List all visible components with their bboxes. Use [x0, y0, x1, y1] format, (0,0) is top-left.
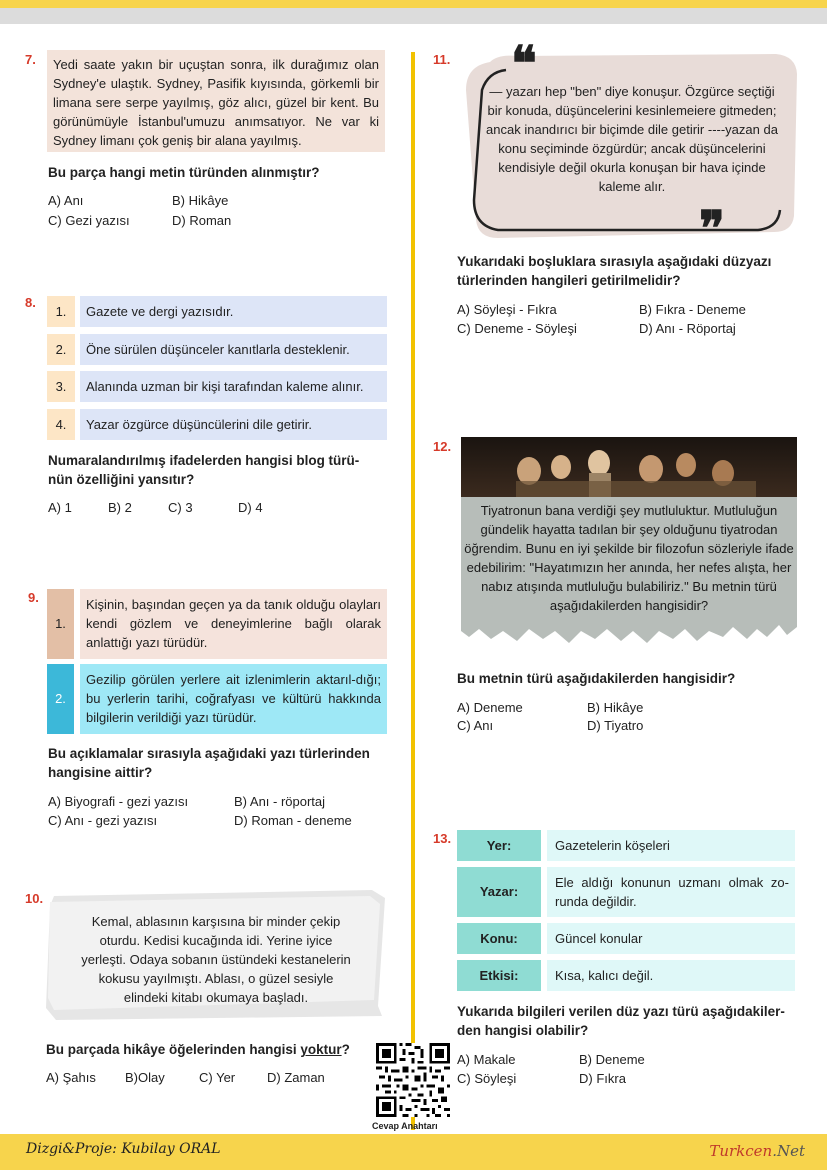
statement-number: 2. — [47, 334, 75, 365]
option-d[interactable]: D) Zaman — [267, 1070, 325, 1085]
question-number: 11. — [433, 52, 451, 67]
question-text: Bu parça hangi metin türünden alınmıştır? — [48, 165, 320, 180]
question-text: hangisine aittir? — [48, 765, 153, 780]
column-divider — [411, 52, 415, 1130]
option-c[interactable]: C) 3 — [168, 500, 193, 515]
theater-photo — [461, 437, 797, 497]
question-number: 9. — [28, 590, 39, 605]
info-value: Gazetelerin köşeleri — [547, 830, 795, 861]
question-text: nün özelliğini yansıtır? — [48, 472, 195, 487]
question-number: 10. — [25, 891, 44, 906]
description-number: 1. — [47, 589, 74, 659]
option-b[interactable]: B) Hikâye — [587, 700, 644, 715]
statement-number: 3. — [47, 371, 75, 402]
statement-text: Alanında uzman bir kişi tarafından kaleme alınır. — [80, 371, 387, 402]
passage-text: — yazarı hep "ben" diye konuşur. Özgürce seçtiği bir konuda, düşüncelerini kesinlemeiere gitmeden; ancak inandırıcı bir biçimde dile getirir ----yazan da konu seçiminde özgürdür; ancak düşüncelerini kendisiyle değil okurla konuşan bir hava içinde kaleme alır. — [486, 84, 778, 194]
option-a[interactable]: A) Anı — [48, 193, 84, 208]
statement-row — [47, 334, 387, 365]
question-text: Yukarıdaki boşluklara sırasıyla aşağıdaki düzyazı — [457, 254, 772, 269]
statement-row — [47, 296, 387, 327]
option-d[interactable]: D) Tiyatro — [587, 718, 644, 733]
option-c[interactable]: C) Söyleşi — [457, 1071, 517, 1086]
passage-text: Yedi saate yakın bir uçuştan sonra, ilk durağımız olan Sydney'e ulaştık. Sydney, Pasifik kıyısında, görkemli bir limana sere serpe yayılmış, göz alıcı, güzel bir kent. Bu görünümüyle İstanbul'umuzu anımsatıyor. Ne var ki Sydney limanı çok geniş bir alana yayılmış. — [53, 57, 379, 148]
open-quote-icon: ❝ — [511, 36, 537, 92]
statement-text: Gazete ve dergi yazısıdır. — [80, 296, 387, 327]
option-b[interactable]: B) 2 — [108, 500, 132, 515]
logo-main: Turkcen — [709, 1142, 773, 1160]
option-b[interactable]: B) Deneme — [579, 1052, 645, 1067]
option-c[interactable]: C) Anı — [457, 718, 494, 733]
info-value: Güncel konular — [547, 923, 795, 954]
close-quote-icon: ❞ — [699, 201, 725, 257]
option-b[interactable]: B)Olay — [125, 1070, 165, 1085]
top-accent-bar — [0, 0, 827, 8]
option-a[interactable]: A) Deneme — [457, 700, 523, 715]
question-text: Bu metnin türü aşağıdakilerden hangisidir? — [457, 671, 736, 686]
option-a[interactable]: A) Makale — [457, 1052, 516, 1067]
question-text: Bu açıklamalar sırasıyla aşağıdaki yazı türlerinden — [48, 746, 370, 761]
info-label: Yazar: — [457, 867, 541, 917]
option-d[interactable]: D) Fıkra — [579, 1071, 626, 1086]
qr-label: Cevap Anahtarı — [372, 1121, 438, 1131]
question-text: türlerinden hangileri getirilmelidir? — [457, 273, 681, 288]
statement-number: 4. — [47, 409, 75, 440]
qr-code[interactable] — [376, 1043, 450, 1117]
question-number: 12. — [433, 439, 452, 454]
statement-text: Yazar özgürce düşüncülerini dile getirir. — [80, 409, 387, 440]
site-logo[interactable] — [709, 1142, 805, 1160]
option-a[interactable]: A) Biyografi - gezi yazısı — [48, 794, 189, 809]
top-gray-band — [0, 8, 827, 24]
option-c[interactable]: C) Anı - gezi yazısı — [48, 813, 158, 828]
info-label: Etkisi: — [457, 960, 541, 991]
passage-box — [47, 50, 385, 152]
question-text: Yukarıda bilgileri verilen düz yazı türü aşağıdakiler- — [457, 1004, 785, 1019]
question-mark: ? — [341, 1042, 350, 1057]
question-text — [46, 1040, 350, 1059]
question-number: 7. — [25, 52, 36, 67]
footer-credit: Dizgi&Proje: Kubilay ORAL — [26, 1141, 221, 1157]
passage-text: Kemal, ablasının karşısına bir minder çekip oturdu. Kedisi kucağında idi. Yerine iyice yerleşti. Odaya sobanın üstündeki kestanelerin kokusu yayılmıştı. Ablası, o güzel sesiyle elindeki kitabı okumaya başladı. — [81, 914, 351, 1005]
option-a[interactable]: A) 1 — [48, 500, 72, 515]
info-value: Kısa, kalıcı değil. — [547, 960, 795, 991]
option-b[interactable]: B) Fıkra - Deneme — [639, 302, 746, 317]
question-text: Numaralandırılmış ifadelerden hangisi blog türü- — [48, 453, 360, 468]
option-d[interactable]: D) Roman — [172, 213, 232, 228]
option-d[interactable]: D) Roman - deneme — [234, 813, 352, 828]
option-c[interactable]: C) Yer — [199, 1070, 236, 1085]
description-text: Kişinin, başından geçen ya da tanık olduğu olayları kendi gözlem ve deneyimlerine bağlı olarak anlattığı yazı türüdür. — [80, 589, 387, 659]
question-number: 13. — [433, 831, 452, 846]
option-d[interactable]: D) 4 — [238, 500, 263, 515]
option-c[interactable]: C) Gezi yazısı — [48, 213, 130, 228]
option-b[interactable]: B) Anı - röportaj — [234, 794, 326, 809]
description-number: 2. — [47, 664, 74, 734]
info-label: Konu: — [457, 923, 541, 954]
question-emphasis: yoktur — [300, 1042, 342, 1057]
passage-text: Tiyatronun bana verdiği şey mutluluktur. Mutluluğun gündelik hayatta tadılan bir şey olduğunu tiyatrodan öğrendim. Bunu en iyi şekilde bir filozofun sözleriyle ifade edebilirim: "Hayatımızın her anında, her nefes alışta, her nabız atışında mutluluğu bulabiliriz." Bu metnin türü aşağıdakilerden hangisidir? — [464, 503, 794, 613]
info-value: Ele aldığı konunun uzmanı olmak zo-runda değildir. — [547, 867, 795, 917]
question-number: 8. — [25, 295, 36, 310]
question-text-lead: Bu parçada hikâye öğelerinden hangisi — [46, 1042, 301, 1057]
statement-row — [47, 409, 387, 440]
statement-row — [47, 371, 387, 402]
statement-number: 1. — [47, 296, 75, 327]
footer-bar — [0, 1134, 827, 1170]
statement-text: Öne sürülen düşünceler kanıtlarla desteklenir. — [80, 334, 387, 365]
option-a[interactable]: A) Söyleşi - Fıkra — [457, 302, 557, 317]
option-d[interactable]: D) Anı - Röportaj — [639, 321, 736, 336]
option-c[interactable]: C) Deneme - Söyleşi — [457, 321, 577, 336]
description-text: Gezilip görülen yerlere ait izlenimlerin aktarıl-dığı; bu yerlerin tarihi, coğrafyası ve kültürü hakkında bilgilerin verildiği yazı türüdür. — [80, 664, 387, 734]
logo-ext: .Net — [772, 1142, 805, 1160]
option-a[interactable]: A) Şahıs — [46, 1070, 96, 1085]
info-label: Yer: — [457, 830, 541, 861]
question-text: den hangisi olabilir? — [457, 1023, 589, 1038]
option-b[interactable]: B) Hikâye — [172, 193, 229, 208]
